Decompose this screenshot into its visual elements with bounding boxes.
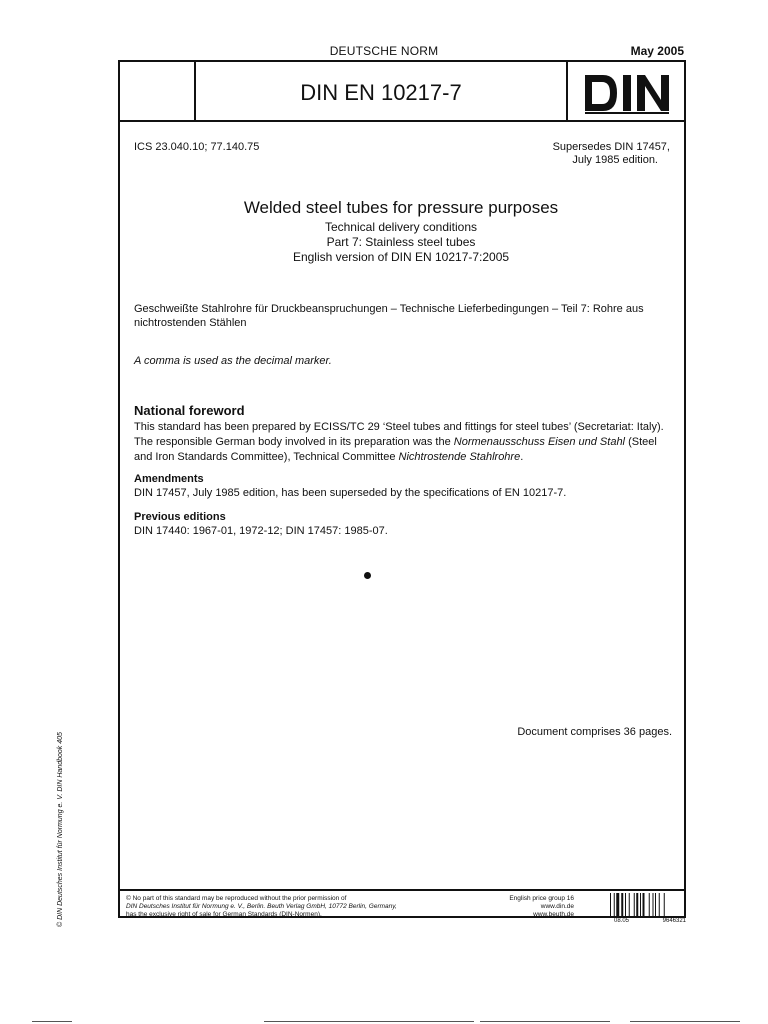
barcode-bar — [629, 893, 630, 917]
din-logo — [568, 68, 686, 118]
ics-code: ICS 23.040.10; 77.140.75 — [134, 141, 260, 153]
barcode-number: 9646321 — [662, 918, 686, 924]
page-count: Document comprises 36 pages. — [517, 726, 672, 738]
standard-title: Welded steel tubes for pressure purposes — [243, 198, 559, 217]
din-url[interactable]: www.din.de — [540, 903, 574, 910]
barcode-bar — [640, 893, 641, 917]
copyright-notice — [126, 895, 466, 919]
barcode-caption — [614, 918, 686, 924]
side-copyright-text: © DIN Deutsches Institut für Normung e. V. DIN Handbook 405 — [57, 732, 64, 927]
foreword-sentence-end: . — [520, 451, 524, 463]
price-info — [470, 895, 574, 919]
previous-editions-text: DIN 17440: 1967-01, 1972-12; DIN 17457: 1985-07. — [134, 525, 388, 537]
barcode-bar — [625, 893, 626, 917]
barcode-bar — [643, 893, 645, 917]
foreword-sentence-2b: (Steel and Iron Standards Committee), Technical Committee — [134, 436, 657, 463]
foreword-sentence-1: This standard has been prepared by ECISS/TC 29 ‘Steel tubes and fittings for steel tubes’ (Secretariat: Italy). — [134, 421, 664, 433]
footer-divider — [118, 889, 686, 891]
amendments-heading: Amendments — [134, 473, 204, 485]
decimal-marker-note: A comma is used as the decimal marker. — [134, 355, 332, 367]
barcode-bar — [653, 893, 654, 917]
norm-label: DEUTSCHE NORM — [329, 44, 439, 58]
barcode-bar — [655, 893, 656, 917]
publication-date: May 2005 — [630, 44, 684, 58]
price-group: English price group 16 — [509, 895, 574, 902]
foreword-committee-name: Normenausschuss Eisen und Stahl — [453, 436, 626, 448]
scan-artifact-line — [480, 1021, 610, 1022]
barcode-bar — [616, 893, 619, 917]
barcode-date: 08.05 — [614, 918, 630, 924]
foreword-sentence-2a: The responsible German body involved in its preparation was the — [134, 436, 454, 448]
bullet-mark — [364, 572, 371, 579]
document-number: DIN EN 10217-7 — [300, 80, 462, 105]
amendments-text: DIN 17457, July 1985 edition, has been superseded by the specifications of EN 10217-7. — [134, 487, 567, 499]
subtitle-delivery-conditions: Technical delivery conditions — [324, 220, 478, 234]
barcode-bar — [636, 893, 638, 917]
scan-artifact-line — [630, 1021, 740, 1022]
barcode-bar — [634, 893, 635, 917]
national-foreword-heading: National foreword — [134, 403, 245, 418]
previous-editions-heading: Previous editions — [134, 511, 226, 523]
barcode-bar — [621, 893, 623, 917]
scan-artifact-line — [32, 1021, 72, 1022]
national-foreword-text — [134, 420, 674, 465]
barcode-bar — [659, 893, 660, 917]
supersedes-line-2: July 1985 edition. — [572, 154, 658, 166]
german-title: Geschweißte Stahlrohre für Druckbeanspruchungen – Technische Lieferbedingungen – Teil 7: Rohre aus nichtrostenden Stählen — [134, 303, 644, 329]
supersedes-line-1: Supersedes DIN 17457, — [552, 141, 670, 153]
beuth-url[interactable]: www.beuth.de — [533, 911, 574, 918]
barcode-bar — [664, 893, 665, 917]
supersedes-note — [530, 141, 670, 167]
barcode — [610, 893, 686, 917]
copyright-line-3: has the exclusive right of sale for German Standards (DIN-Normen). — [126, 911, 322, 918]
scan-artifact-line — [264, 1021, 474, 1022]
copyright-line-1: © No part of this standard may be reproduced without the prior permission of — [126, 895, 347, 902]
barcode-bar — [610, 893, 611, 917]
barcode-bar — [614, 893, 615, 917]
subtitle-english-version: English version of DIN EN 10217-7:2005 — [292, 250, 510, 264]
copyright-line-2: DIN Deutsches Institut für Normung e. V., Berlin. Beuth Verlag GmbH, 10772 Berlin, Germany, — [126, 903, 397, 910]
subtitle-part: Part 7: Stainless steel tubes — [326, 235, 476, 249]
barcode-bar — [649, 893, 650, 917]
foreword-technical-committee: Nichtrostende Stahlrohre — [398, 451, 521, 463]
